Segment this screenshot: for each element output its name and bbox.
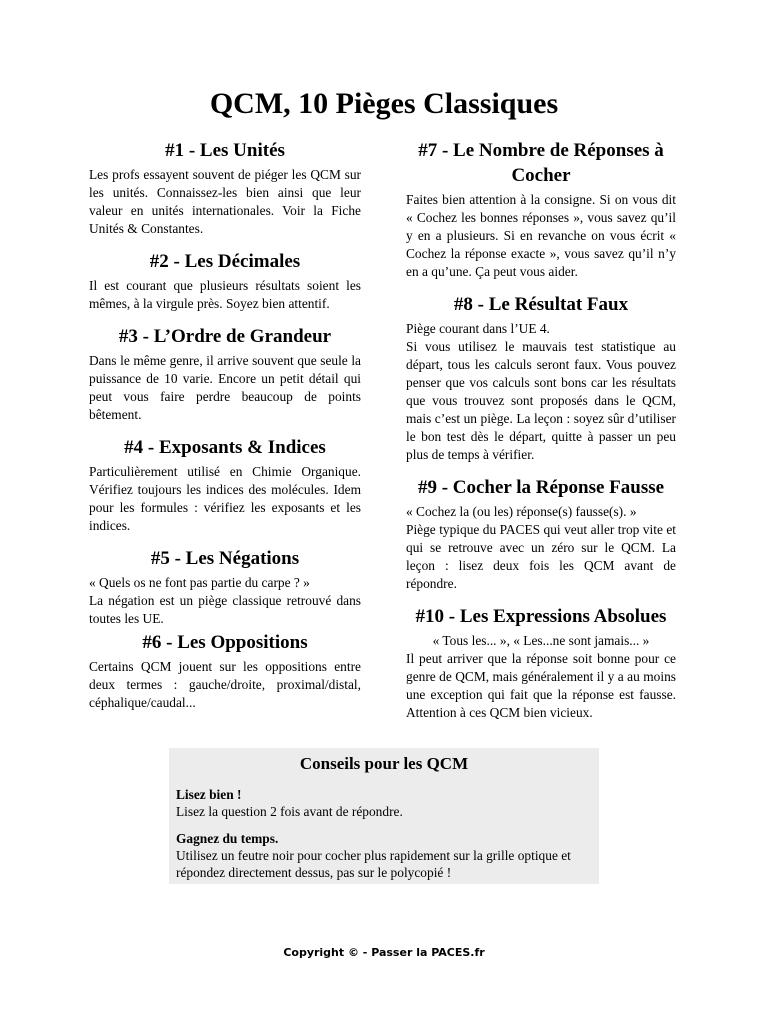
section-heading: #9 - Cocher la Réponse Fausse [417,477,665,498]
section-oppositions [89,630,361,712]
section-number-of-answers [406,138,676,281]
section-heading: #10 - Les Expressions Absolues [415,606,667,627]
tip-text: Utilisez un feutre noir pour cocher plus rapidement sur la grille optique et répondez directement dessus, pas sur le polycopié ! [176,848,571,880]
tip-save-time [176,830,592,881]
section-text: Il peut arriver que la réponse soit bonne pour ce genre de QCM, mais généralement il y a au moins une exception qui fait que la réponse est fausse. Attention à ces QCM bien vicieux. [406,651,676,720]
section-heading: #2 - Les Décimales [149,251,301,272]
left-column [89,138,361,723]
section-text: Certains QCM jouent sur les oppositions entre deux termes : gauche/droite, proximal/distal, céphalique/caudal... [89,659,361,710]
tip-read-well [176,786,592,820]
section-heading: #8 - Le Résultat Faux [453,294,629,315]
section-text: Les profs essayent souvent de piéger les QCM sur les unités. Connaissez-les bien ainsi que leur valeur en unités internationales. Voir la Fiche Unités & Constantes. [89,167,361,236]
section-heading: #6 - Les Oppositions [142,632,308,653]
section-exponents [89,435,361,535]
section-order-of-magnitude [89,324,361,424]
section-false-result [406,292,676,464]
section-text: Piège typique du PACES qui veut aller trop vite et qui se retrouve avec un zéro sur le QCM. La leçon : lisez deux fois les QCM avant de répondre. [406,522,676,591]
section-absolute-expressions [406,604,676,722]
section-text: Faites bien attention à la consigne. Si on vous dit « Cochez les bonnes réponses », vous savez qu’il y en a plusieurs. Si en revanche on vous écrit « Cochez la réponse exacte », vous savez qu’il n’y en a qu’une. Ça peut vous aider. [406,192,676,279]
section-units [89,138,361,238]
section-text: Particulièrement utilisé en Chimie Organique. Vérifiez toujours les indices des molécules. Idem pour les formules : vérifiez les exposants et les indices. [89,464,361,533]
section-quote: « Tous les... », « Les...ne sont jamais... » [432,633,650,648]
tips-title: Conseils pour les QCM [299,754,469,773]
section-quote: « Cochez la (ou les) réponse(s) fausse(s). » [406,504,637,519]
section-heading: #3 - L’Ordre de Grandeur [118,326,332,347]
tip-label: Gagnez du temps. [176,831,279,846]
tips-box [169,748,599,884]
section-quote: « Quels os ne font pas partie du carpe ? » [89,575,310,590]
tip-text: Lisez la question 2 fois avant de répondre. [176,804,403,819]
copyright-footer: Copyright © - Passer la PACES.fr [283,946,485,959]
section-text: Si vous utilisez le mauvais test statistique au départ, tous les calculs seront faux. Vous pouvez penser que vos calculs sont bons car les résultats que vous trouvez sont proposés dans le QCM, mais c’est un piège. La leçon : soyez sûr d’utiliser le bon test dès le départ, quitte à passer un peu plus de temps à vérifier. [406,339,676,462]
section-heading: #4 - Exposants & Indices [124,437,326,458]
section-text: Dans le même genre, il arrive souvent que seule la puissance de 10 varie. Encore un petit détail qui peut vous faire perdre beaucoup de points bêtement. [89,353,361,422]
section-decimals [89,249,361,313]
section-heading: #1 - Les Unités [165,140,285,161]
tip-label: Lisez bien ! [176,787,242,802]
right-column [406,138,676,733]
section-heading: #7 - Le Nombre de Réponses à Cocher [418,140,664,186]
section-text: La négation est un piège classique retrouvé dans toutes les UE. [89,593,361,626]
section-wrong-answer [406,475,676,593]
section-text: Il est courant que plusieurs résultats soient les mêmes, à la virgule près. Soyez bien attentif. [89,278,361,311]
section-heading: #5 - Les Négations [150,548,300,569]
section-negations [89,546,361,628]
section-text: Piège courant dans l’UE 4. [406,321,550,336]
page-title: QCM, 10 Pièges Classiques [209,87,559,120]
